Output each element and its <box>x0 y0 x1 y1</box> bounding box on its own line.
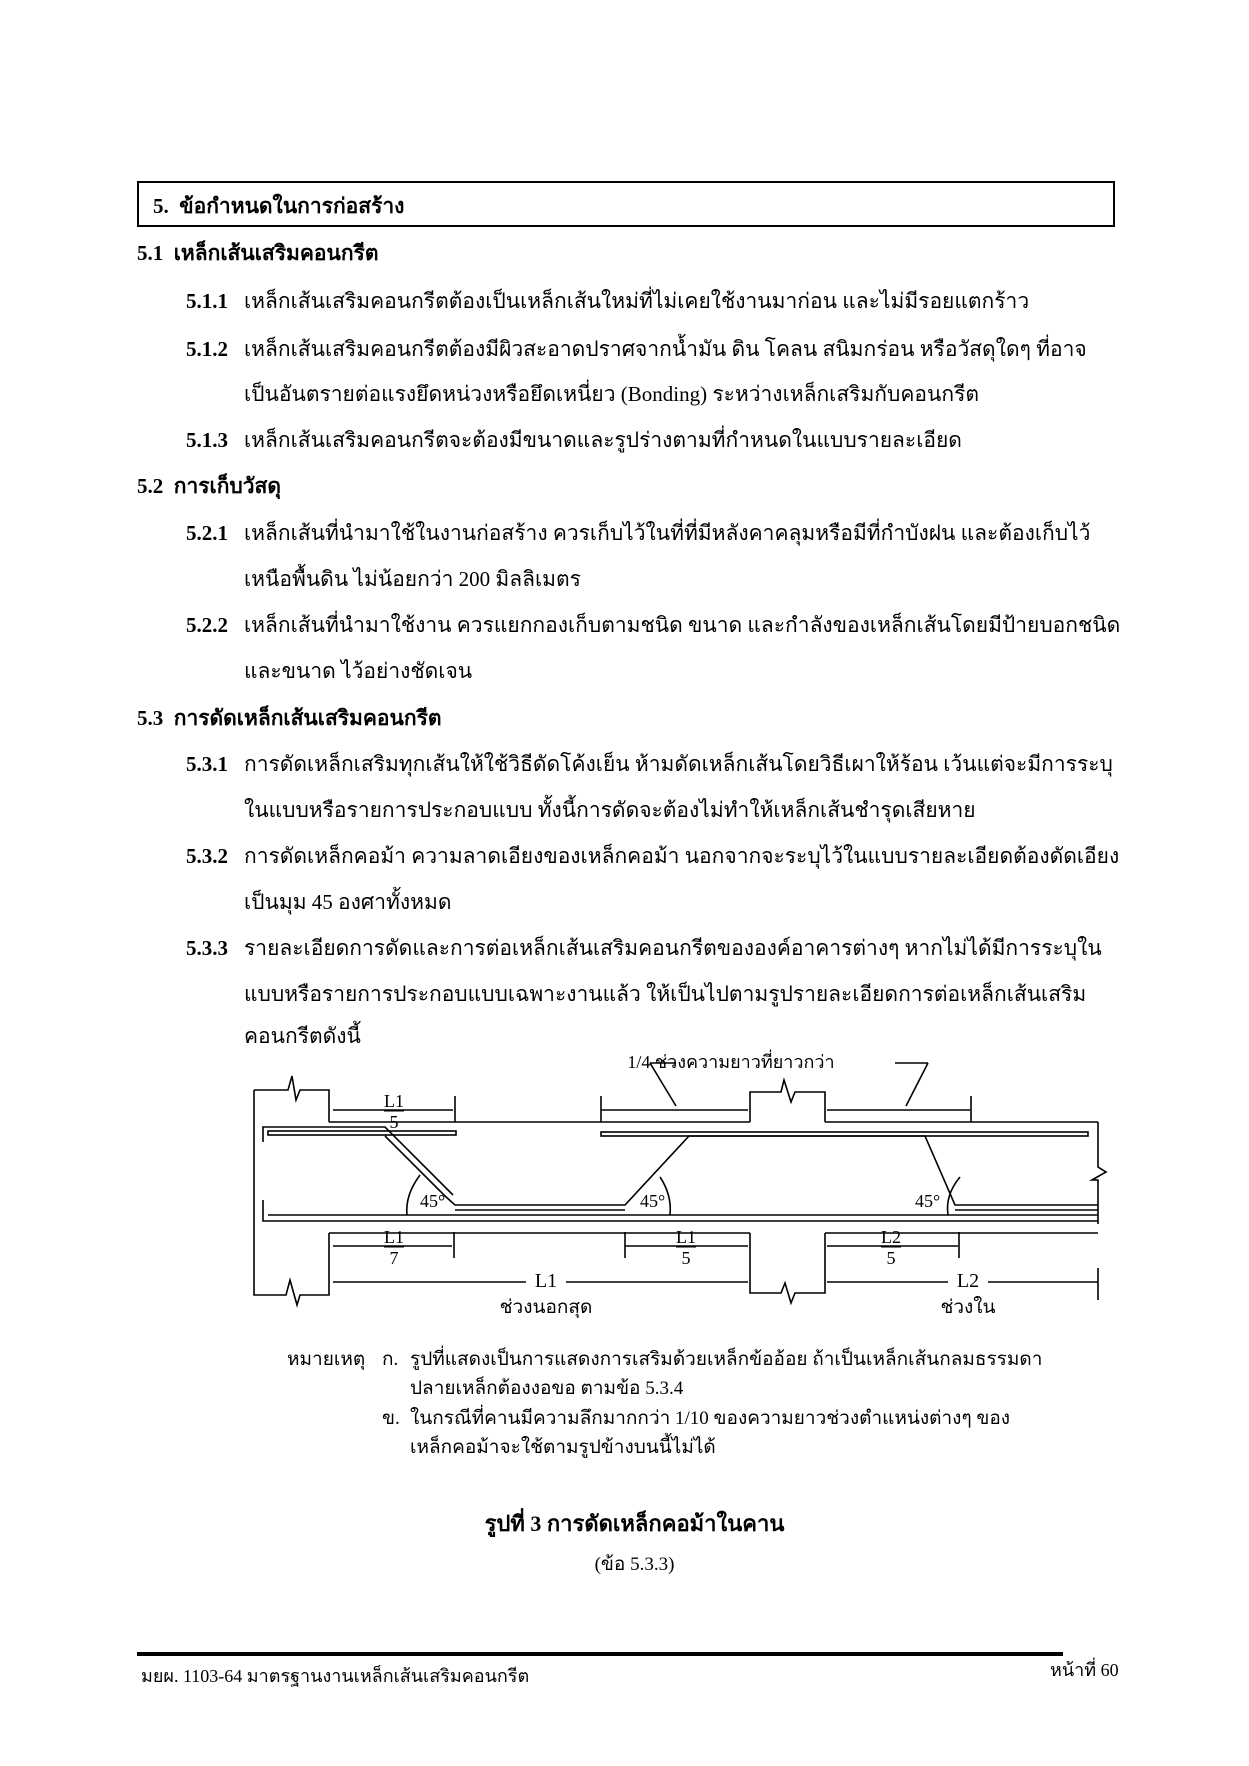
footer-rule <box>137 1652 1063 1656</box>
top-bar-left-extra <box>268 1131 456 1135</box>
top-bar-left <box>263 1127 453 1195</box>
span-sublabel-l1: ช่วงนอกสุด <box>499 1297 593 1318</box>
middle-column-top <box>750 1080 825 1122</box>
subsection-number: 5.2 <box>137 474 164 498</box>
footer-document-title: มยผ. 1103-64 มาตรฐานงานเหล็กเส้นเสริมคอนกรีต <box>141 1666 530 1686</box>
span-label-l2: L2 <box>956 1270 980 1292</box>
clause-number: 5.2.1 <box>186 521 228 545</box>
notes-label: หมายเหตุ <box>287 1349 366 1370</box>
note-a-line-1: รูปที่แสดงเป็นการแสดงการเสริมด้วยเหล็กข้ออ้อย ถ้าเป็นเหล็กเส้นกลมธรรมดา <box>410 1349 1043 1370</box>
clause-text: เหล็กเส้นที่นำมาใช้ในงานก่อสร้าง ควรเก็บไว้ในที่ที่มีหลังคาคลุมหรือมีที่กำบังฝน และต้องเก็บไว้ <box>244 521 1091 545</box>
dim-top-numerator: L1 <box>384 1091 404 1111</box>
span-label-l1: L1 <box>534 1270 558 1292</box>
left-column-outline-bottom <box>254 1090 329 1305</box>
figure-caption: รูปที่ 3 การดัดเหล็กคอม้าในคาน <box>484 1511 785 1536</box>
subsection-title: การดัดเหล็กเส้นเสริมคอนกรีต <box>173 706 442 730</box>
clause-number: 5.3.1 <box>186 752 228 776</box>
span-sublabel-l2: ช่วงใน <box>940 1297 996 1318</box>
clause-number: 5.3.2 <box>186 844 228 868</box>
clause-text: เหล็กเส้นเสริมคอนกรีตจะต้องมีขนาดและรูปร่างตามที่กำหนดในแบบรายละเอียด <box>244 428 962 452</box>
dim-bottom-3-denominator: 5 <box>886 1248 896 1268</box>
middle-column-bottom <box>750 1233 825 1303</box>
clause-text: รายละเอียดการดัดและการต่อเหล็กเส้นเสริมคอนกรีตขององค์อาคารต่างๆ หากไม่ได้มีการระบุใน <box>244 936 1102 960</box>
clause-number: 5.3.3 <box>186 936 228 960</box>
callout-text: 1/4 ช่วงความยาวที่ยาวกว่า <box>627 1052 835 1072</box>
clause-number: 5.1.1 <box>186 289 228 313</box>
clause-text: แบบหรือรายการประกอบแบบเฉพาะงานแล้ว ให้เป็นไปตามรูปรายละเอียดการต่อเหล็กเส้นเสริม <box>244 982 1087 1006</box>
dim-bottom-1-numerator: L1 <box>384 1227 404 1247</box>
right-break <box>1092 1122 1106 1224</box>
bent-bar-left <box>385 1136 1098 1205</box>
angle-label-1: 45° <box>420 1191 446 1211</box>
clause-text: การดัดเหล็กเสริมทุกเส้นให้ใช้วิธีดัดโค้งเย็น ห้ามดัดเหล็กเส้นโดยวิธีเผาให้ร้อน เว้นแต่จะมีการระบุ <box>244 752 1113 776</box>
figure-reference: (ข้อ 5.3.3) <box>594 1554 675 1575</box>
angle-arc-1 <box>407 1175 420 1215</box>
section-number: 5. <box>153 194 169 218</box>
clause-text: และขนาด ไว้อย่างชัดเจน <box>244 659 473 683</box>
section-title: ข้อกำหนดในการก่อสร้าง <box>179 194 405 218</box>
clause-text: เป็นอันตรายต่อแรงยึดหน่วงหรือยึดเหนี่ยว (Bonding) ระหว่างเหล็กเสริมกับคอนกรีต <box>244 382 979 406</box>
clause-text: เหล็กเส้นเสริมคอนกรีตต้องมีผิวสะอาดปราศจากน้ำมัน ดิน โคลน สนิมกร่อน หรือวัสดุใดๆ ที่อาจ <box>244 337 1087 361</box>
angle-label-3: 45° <box>915 1191 941 1211</box>
dim-bottom-1-denominator: 7 <box>389 1248 399 1268</box>
subsection-number: 5.3 <box>137 706 164 730</box>
subsection-title: การเก็บวัสดุ <box>173 474 282 498</box>
subsection-number: 5.1 <box>137 241 164 265</box>
note-b-line-1: ในกรณีที่คานมีความลึกมากกว่า 1/10 ของความยาวช่วงตำแหน่งต่างๆ ของ <box>410 1408 1011 1429</box>
clause-number: 5.1.2 <box>186 337 228 361</box>
top-bar-mid <box>601 1132 1088 1136</box>
clause-text: เหล็กเส้นที่นำมาใช้งาน ควรแยกกองเก็บตามชนิด ขนาด และกำลังของเหล็กเส้นโดยมีป้ายบอกชนิด <box>244 613 1121 637</box>
left-column-outline <box>254 1076 329 1122</box>
angle-label-2: 45° <box>640 1191 666 1211</box>
subsection-title: เหล็กเส้นเสริมคอนกรีต <box>173 241 379 265</box>
clause-text: เหล็กเส้นเสริมคอนกรีตต้องเป็นเหล็กเส้นใหม่ที่ไม่เคยใช้งานมาก่อน และไม่มีรอยแตกร้าว <box>244 289 1030 313</box>
clause-text: เหนือพื้นดิน ไม่น้อยกว่า 200 มิลลิเมตร <box>244 567 581 591</box>
note-b-line-2: เหล็กคอม้าจะใช้ตามรูปข้างบนนี้ไม่ได้ <box>410 1437 716 1458</box>
clause-number: 5.1.3 <box>186 428 228 452</box>
note-b-marker: ข. <box>382 1408 400 1429</box>
dim-bottom-2-denominator: 5 <box>681 1248 691 1268</box>
clause-number: 5.2.2 <box>186 613 228 637</box>
dim-bottom-2-numerator: L1 <box>676 1227 696 1247</box>
note-a-marker: ก. <box>382 1349 399 1370</box>
callout-arrow-right <box>906 1063 928 1106</box>
footer-page-number: หน้าที่ 60 <box>1050 1660 1119 1680</box>
clause-text: ในแบบหรือรายการประกอบแบบ ทั้งนี้การดัดจะต้องไม่ทำให้เหล็กเส้นชำรุดเสียหาย <box>244 798 976 822</box>
note-a-line-2: ปลายเหล็กต้องงอขอ ตามข้อ 5.3.4 <box>410 1378 684 1399</box>
dim-bottom-3-numerator: L2 <box>881 1227 901 1247</box>
clause-text: คอนกรีตดังนี้ <box>244 1024 361 1048</box>
clause-text: การดัดเหล็กคอม้า ความลาดเอียงของเหล็กคอม้า นอกจากจะระบุไว้ในแบบรายละเอียดต้องดัดเอียง <box>244 844 1120 868</box>
clause-text: เป็นมุม 45 องศาทั้งหมด <box>244 890 452 914</box>
dim-top-denominator: 5 <box>389 1112 399 1132</box>
